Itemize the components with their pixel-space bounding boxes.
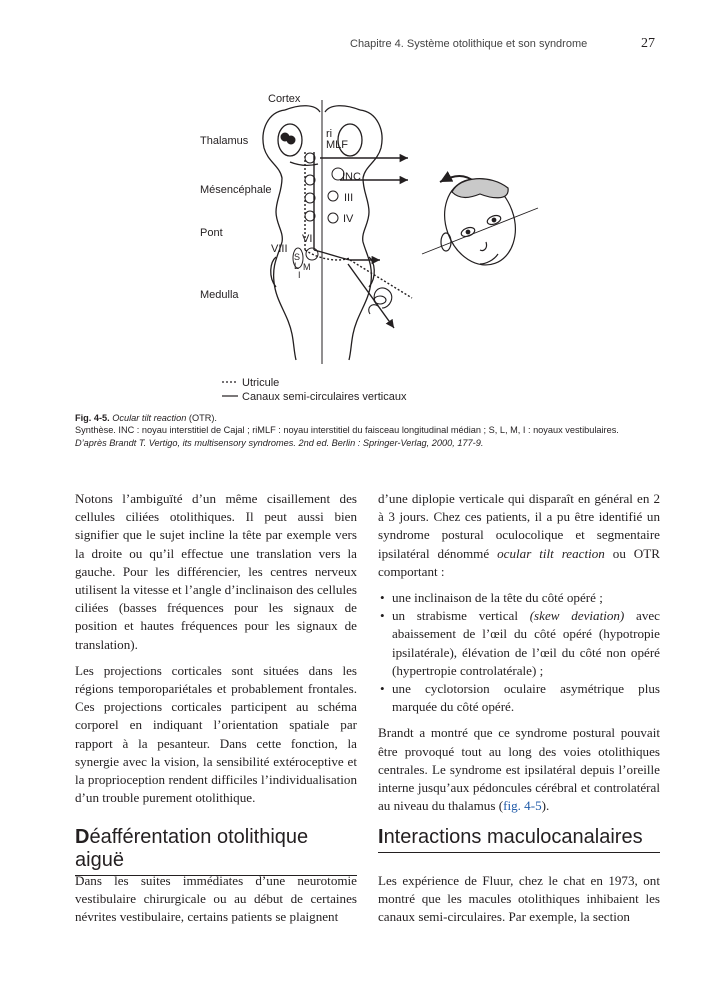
figure-caption	[75, 412, 660, 449]
legend-utricule: Utricule	[242, 377, 280, 389]
bullet-item-3: • une cyclotorsion oculaire asymétrique plus marquée du côté opéré.	[392, 680, 660, 716]
label-i: I	[298, 270, 301, 280]
label-rimlf-2: MLF	[326, 139, 348, 151]
section-heading-interactions	[378, 826, 660, 853]
label-l: L	[294, 261, 300, 271]
heading-right-initial: I	[378, 826, 384, 848]
figure-otr-diagram	[190, 82, 550, 412]
caption-line-2: Synthèse. INC : noyau interstitiel de Cajal ; riMLF : noyau interstitiel du faisceau longitudinal médian ; S, L, M, I : noyaux vestibulaires.	[75, 425, 619, 436]
inner-ear-icon	[369, 288, 392, 314]
label-pont: Pont	[200, 227, 223, 239]
right-paragraph-1	[378, 490, 660, 581]
label-cortex: Cortex	[268, 93, 301, 105]
label-vi: VI	[302, 233, 313, 245]
figure-reference-link[interactable]: fig. 4-5	[503, 798, 542, 814]
bullet2-text-b: avec abaissement de l’œil du côté opéré (hypotropie ipsilatérale), élévation de l’œil du côté non opéré (hypertropie controlatérale) ;	[392, 608, 660, 678]
label-thalamus: Thalamus	[200, 135, 249, 147]
label-mesencephale: Mésencéphale	[200, 184, 272, 196]
left-paragraph-1: Notons l’ambiguïté d’un même cisaillement des cellules ciliées otolithiques. Il peut aussi bien signifier que le sujet incline la tête par exemple vers la droite ou qu’il effectue une translation vers la gauche. Pour les différencier, les centres nerveux utilisent la vitesse et l’angle d’inclinaison des cellules ciliées (basses fréquences pour les signaux de position et hautes fréquences pour les signaux de translation).	[75, 491, 357, 652]
label-inc: INC	[342, 171, 361, 183]
bullet-item-2	[392, 607, 660, 680]
bullet2-term: (skew deviation)	[529, 608, 625, 624]
heading-right-rest: nteractions maculocanalaires	[383, 826, 643, 848]
label-rimlf-1: ri	[326, 128, 333, 140]
right-column	[378, 490, 660, 823]
caption-line-3: D’après Brandt T. Vertigo, its multisensory syndromes. 2nd ed. Berlin : Springer-Verlag, 2000, 177-9.	[75, 437, 484, 448]
running-head: Chapitre 4. Système otolithique et son syndrome	[350, 38, 588, 50]
legend-canaux: Canaux semi-circulaires verticaux	[242, 391, 407, 403]
right-p2-text-b: ).	[541, 798, 550, 814]
label-m: M	[303, 262, 311, 272]
page-number: 27	[641, 36, 655, 51]
otr-bullet-list	[378, 589, 660, 716]
label-viii: VIII	[271, 243, 288, 255]
heading-left-rest: éafférentation otolithique aiguë	[75, 826, 309, 871]
left-paragraph-2: Les projections corticales sont situées dans les régions temporopariétales et probablement frontales. Ces projections corticales participent au schéma corporel en indiquant l’orientation spatiale par rapport à la pesanteur. Dans cette fonction, la synergie avec la vision, la sensibilité extéroceptive et la proprioception rendent difficiles l’individualisation d’un trouble purement otolithique.	[75, 662, 357, 806]
bullet2-text-a: un strabisme vertical	[392, 608, 518, 624]
caption-fig-title-suffix: (OTR).	[188, 413, 217, 423]
label-iii: III	[344, 192, 354, 204]
head-icon	[422, 169, 538, 275]
left-section-body: Dans les suites immédiates d’une neurotomie vestibulaire chirurgicale ou au début de certaines névrites vestibulaire, certains patients se plaignent	[75, 873, 357, 925]
nuclei	[281, 133, 344, 268]
otr-diagram-svg	[190, 82, 550, 412]
caption-fig-number: Fig. 4-5.	[75, 413, 110, 423]
right-p1-text-a: d’une diplopie verticale qui disparaît en général en 2 à 3 jours. Chez ces patients, il a pu être identifié un syndrome postural oculocolique et segmentaire ipsilatéral dénommé	[378, 491, 660, 561]
label-medulla: Medulla	[200, 289, 239, 301]
caption-fig-title: Ocular tilt reaction	[112, 413, 187, 423]
right-p1-text-b: ou OTR comportant :	[378, 545, 660, 579]
label-iv: IV	[343, 213, 354, 225]
section-heading-deafferentation	[75, 826, 357, 876]
bullet-item-1: • une inclinaison de la tête du côté opéré ;	[392, 589, 660, 607]
right-paragraph-2	[378, 724, 660, 815]
caption-line-1	[75, 412, 660, 424]
label-s: S	[294, 252, 301, 262]
right-p1-term: ocular tilt reaction	[497, 545, 605, 561]
left-column	[75, 490, 357, 815]
heading-left-initial: D	[75, 826, 90, 848]
right-section-body: Les expérience de Fluur, chez le chat en 1973, ont montré que les macules otolithiques inhibaient les canaux semi-circulaires. Par exemple, la section	[378, 873, 660, 925]
right-p2-text-a: Brandt a montré que ce syndrome postural pouvait être provoqué tout au long des voies otolithiques centrales. Le syndrome est ipsilatéral depuis l’oreille interne jusqu’aux pédoncules cérébral et controlatéral au niveau du thalamus (	[378, 725, 660, 814]
